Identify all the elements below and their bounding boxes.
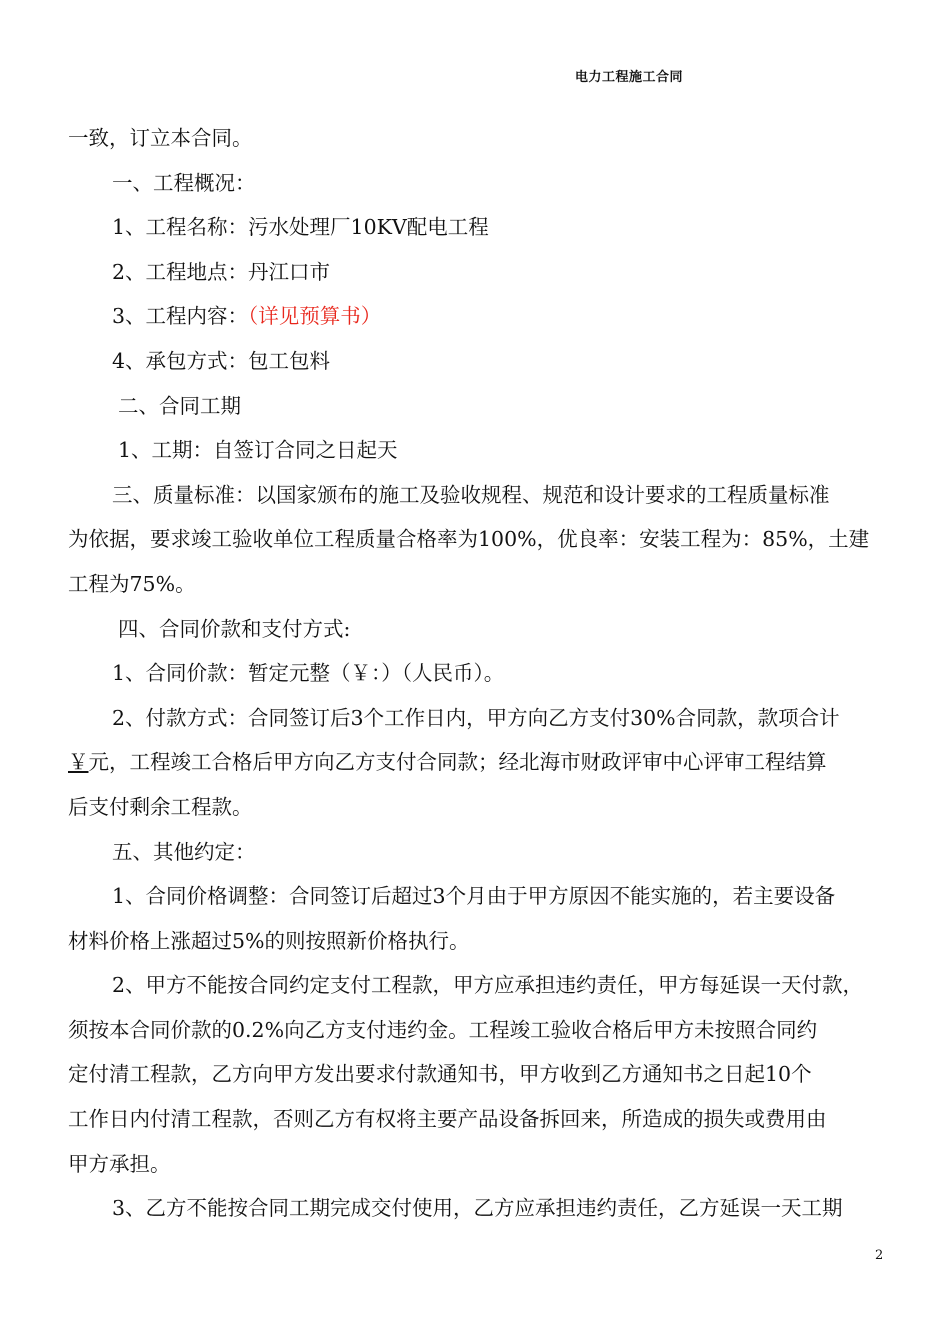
- contract-method-line: 4、承包方式：包工包料: [112, 348, 331, 373]
- payment-method-continued: 元，工程竣工合格后甲方向乙方支付合同款；经北海市财政评审中心评审工程结算: [88, 750, 827, 775]
- project-content-line: [68, 294, 888, 339]
- paragraph-line: 须按本合同价款的0.2%向乙方支付违约金。工程竣工验收合格后甲方未按照合同约: [68, 1017, 818, 1042]
- price-adjustment-line: 1、合同价格调整：合同签订后超过3个月由于甲方原因不能实施的，若主要设备: [112, 884, 836, 909]
- party-b-breach-line: 3、乙方不能按合同工期完成交付使用，乙方应承担违约责任，乙方延误一天工期: [112, 1196, 843, 1221]
- paragraph-line: 后支付剩余工程款。: [68, 794, 253, 819]
- section-heading-quality: 三、质量标准：以国家颁布的施工及验收规程、规范和设计要求的工程质量标准: [112, 482, 830, 507]
- project-name-line: 1、工程名称：污水处理厂10KV配电工程: [112, 215, 489, 240]
- paragraph-line: 一致，订立本合同。: [68, 126, 253, 150]
- project-location-line: 2、工程地点：丹江口市: [112, 259, 331, 284]
- page-number: 2: [875, 1248, 884, 1263]
- paragraph-line: 工作日内付清工程款，否则乙方有权将主要产品设备拆回来，所造成的损失或费用由: [68, 1107, 827, 1132]
- page-header-title: 电力工程施工合同: [575, 70, 684, 85]
- paragraph-line: 材料价格上涨超过5%的则按照新价格执行。: [68, 928, 470, 953]
- paragraph-line: 定付清工程款，乙方向甲方发出要求付款通知书，甲方收到乙方通知书之日起10个: [68, 1062, 812, 1087]
- period-line: 1、工期：自签订合同之日起天: [118, 438, 398, 463]
- party-a-breach-line: 2、甲方不能按合同约定支付工程款，甲方应承担违约责任，甲方每延误一天付款，: [112, 973, 864, 998]
- project-content-value: （详见预算书）: [248, 304, 382, 329]
- contract-body: [68, 116, 888, 1231]
- section-heading-overview: 一、工程概况：: [112, 170, 256, 195]
- section-heading-period: 二、合同工期: [118, 393, 241, 418]
- project-content-label: 3、工程内容：: [112, 304, 249, 329]
- contract-price-line: 1、合同价款：暂定元整（￥：）（人民币）。: [112, 661, 505, 686]
- section-heading-other: 五、其他约定：: [112, 839, 256, 864]
- paragraph-line: 甲方承担。: [68, 1151, 171, 1176]
- section-heading-price: 四、合同价款和支付方式:: [118, 616, 351, 641]
- paragraph-line: 为依据，要求竣工验收单位工程质量合格率为100%，优良率：安装工程为：85%，土建: [68, 527, 870, 552]
- yen-symbol: ￥: [68, 750, 89, 775]
- paragraph-line: 工程为75%。: [68, 571, 196, 596]
- paragraph-line: [68, 740, 888, 785]
- payment-method-line: 2、付款方式：合同签订后3个工作日内，甲方向乙方支付30%合同款，款项合计: [112, 705, 840, 730]
